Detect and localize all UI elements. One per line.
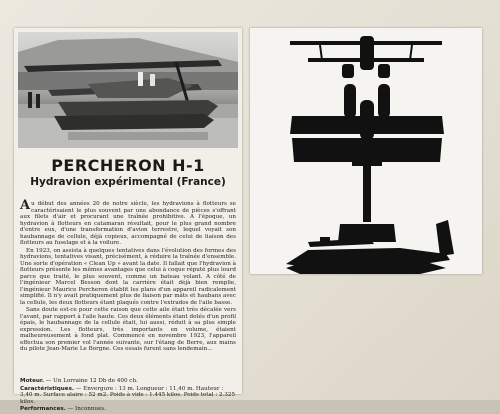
spec-engine-label: Moteur. xyxy=(20,378,44,384)
three-view-drawing-clipping xyxy=(250,28,482,274)
paragraph-3: Sans doute est-ce pour cette raison que cette aile était très décalée vers l'avant, par rapport à l'aile haute. Ces deux éléments étant dotés d'un profil épais, le haubannage de la cellule était, lui aussi, réduit à sa plus simple expression. Les flotteurs, très importants en volume, étaient malheureusement à fond plat. Commencé en novembre 1923, l'appareil effectua son premier vol l'année suivante, sur l'étang de Berre, aux mains du pilote Jean-Marie Le Borgne. Ces essais furent sans lendemain... xyxy=(20,307,236,352)
paragraph-1-text: u début des années 20 de notre siècle, les hydravions à flotteurs se caractérisaient le plus souvent par une abondance de pièces s'offrant aux filets d'air et procurant une traînée prohibitive. A l'époque, un hydravion à flotteurs en catamaran résultait, pour le plus grand nombre d'entre eux, d'une transformation d'avion terrestre, lequel voyait son haubannage de cellule, déjà copieux, accompagné de celui de liaison des flotteurs au fuselage et à la voilure. xyxy=(20,201,236,246)
spec-characteristics-label: Caractéristiques. xyxy=(20,385,75,392)
spec-performance-value: — Inconnues. xyxy=(65,406,107,413)
specifications xyxy=(20,378,236,414)
article-body xyxy=(20,198,236,354)
spec-characteristics-value: — Envergure : 13 m. Longueur : 11,40 m. Hauteur : 3,40 m. Surface alaire : 52 m2. Poids à vide : 1.445 kilos. Poids total : 2.325 kilos. xyxy=(20,385,236,405)
article-clipping xyxy=(14,28,242,413)
article-title: PERCHERON H-1 xyxy=(51,156,205,175)
spec-engine xyxy=(20,378,236,385)
top-view-silhouette xyxy=(290,84,444,242)
paragraph-2: En 1923, on assista à quelques tentatives dans l'évolution des formes des hydravions, tentatives visant, précisément, à réduire la traînée d'ensemble. Une sorte d'opération « Clean Up » avant la date. Il fallait que l'hydravion à flotteurs présente les mêmes avantages que celui à coque réputé plus lourd parce que traité, le plus souvent, comme un bateau volant. A côté de l'ingénieur Marcel Besson dont la carrière était déjà bien remplie, l'ingénieur Maurice Percheron établit les plans d'un appareil radicalement simplifié. Il n'y avait pratiquement plus de liaison par mâts et haubans avec la cellule, les deux flotteurs étant plaqués contre l'extrados de l'aile basse. xyxy=(20,247,236,306)
spec-engine-value: — Un Lorraine 12 Db de 400 ch. xyxy=(43,378,138,384)
seaplane-photo-drawing xyxy=(18,32,238,148)
seaplane-photo xyxy=(18,32,238,148)
three-view-silhouettes xyxy=(250,28,482,274)
drop-cap: A xyxy=(20,198,31,213)
spec-characteristics xyxy=(20,386,236,406)
spec-performance xyxy=(20,406,236,413)
article-subtitle: Hydravion expérimental (France) xyxy=(30,176,226,188)
spec-performance-label: Performances. xyxy=(20,406,66,413)
front-view-silhouette xyxy=(290,36,442,78)
paragraph-1 xyxy=(20,198,236,247)
